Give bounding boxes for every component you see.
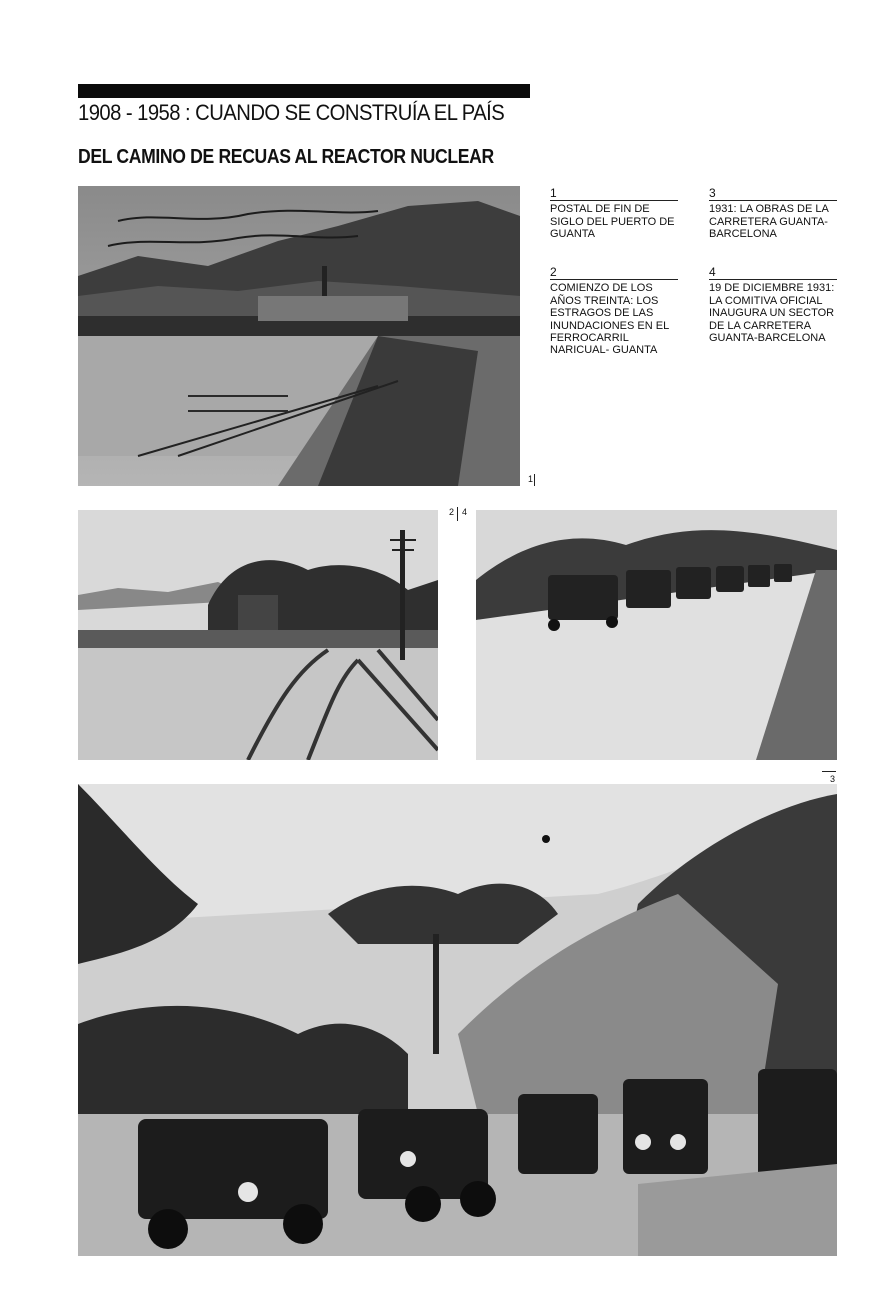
photo-4-number: 4 — [462, 507, 468, 517]
photo-3-tick — [822, 771, 836, 772]
caption-3 — [709, 187, 837, 241]
caption-1 — [550, 187, 678, 241]
header-rule — [78, 84, 530, 98]
caption-2-text: COMIENZO DE LOS AÑOS TREINTA: LOS ESTRAGOS DE LAS INUNDACIONES EN EL FERROCARRIL NARICUAL- GUANTA — [550, 282, 669, 357]
caption-1-text: POSTAL DE FIN DE SIGLO DEL PUERTO DE GUANTA — [550, 203, 675, 241]
caption-4-text: 19 DE DICIEMBRE 1931: LA COMITIVA OFICIAL INAUGURA UN SECTOR DE LA CARRETERA GUANTA-BARCELONA — [709, 282, 835, 345]
caption-4-number: 4 — [709, 266, 837, 280]
photo-3-number: 3 — [830, 774, 836, 784]
photo-2-flooded-railway — [78, 510, 438, 760]
page-title: 1908 - 1958 : CUANDO SE CONSTRUÍA EL PAÍS — [78, 100, 505, 125]
caption-3-text: 1931: LA OBRAS DE LA CARRETERA GUANTA-BARCELONA — [709, 203, 829, 241]
page-subtitle: DEL CAMINO DE RECUAS AL REACTOR NUCLEAR — [78, 146, 494, 168]
photo-1-tick — [534, 474, 535, 486]
photo-1-number: 1 — [528, 474, 534, 484]
photo-4-motorcade — [476, 510, 837, 760]
caption-1-number: 1 — [550, 187, 678, 201]
caption-4 — [709, 266, 837, 344]
photo-2-4-divider — [457, 507, 458, 521]
caption-2-number: 2 — [550, 266, 678, 280]
caption-3-number: 3 — [709, 187, 837, 201]
photo-2-number: 2 — [449, 507, 455, 517]
photo-3-road-works — [78, 784, 837, 1256]
photo-1-port-postcard — [78, 186, 520, 486]
caption-2 — [550, 266, 678, 357]
